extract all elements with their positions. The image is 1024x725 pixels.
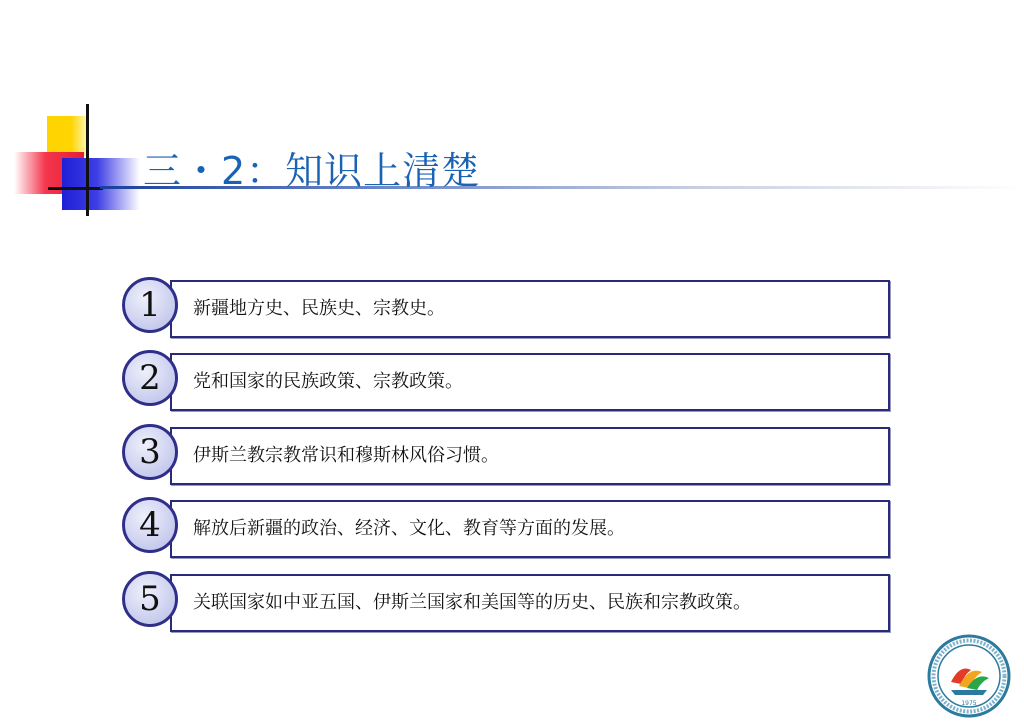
school-emblem-icon — [927, 634, 1011, 718]
number-badge-label: 5 — [139, 579, 161, 619]
list-item-text: 解放后新疆的政治、经济、文化、教育等方面的发展。 — [193, 518, 625, 539]
list-item — [0, 350, 900, 414]
logo-year: 1975 — [961, 700, 977, 707]
list-item — [0, 571, 900, 635]
list-item — [0, 277, 900, 341]
list-item-text: 党和国家的民族政策、宗教政策。 — [193, 371, 463, 392]
number-badge-label: 2 — [139, 358, 161, 398]
title-decoration — [0, 100, 160, 220]
deco-horizontal-line — [48, 187, 103, 190]
list-item-text: 新疆地方史、民族史、宗教史。 — [193, 298, 445, 319]
list-item-text: 关联国家如中亚五国、伊斯兰国家和美国等的历史、民族和宗教政策。 — [193, 592, 751, 613]
deco-vertical-line — [86, 104, 89, 216]
number-badge-label: 1 — [139, 285, 161, 325]
slide-title: 三・2：知识上清楚 — [143, 149, 481, 193]
list-item — [0, 497, 900, 561]
deco-blue-square — [62, 158, 140, 210]
list-item-text: 伊斯兰教宗教常识和穆斯林风俗习惯。 — [193, 445, 499, 466]
number-badge-label: 3 — [139, 432, 161, 472]
number-badge-label: 4 — [139, 505, 161, 545]
deco-yellow-square — [47, 116, 87, 156]
list-item — [0, 424, 900, 488]
